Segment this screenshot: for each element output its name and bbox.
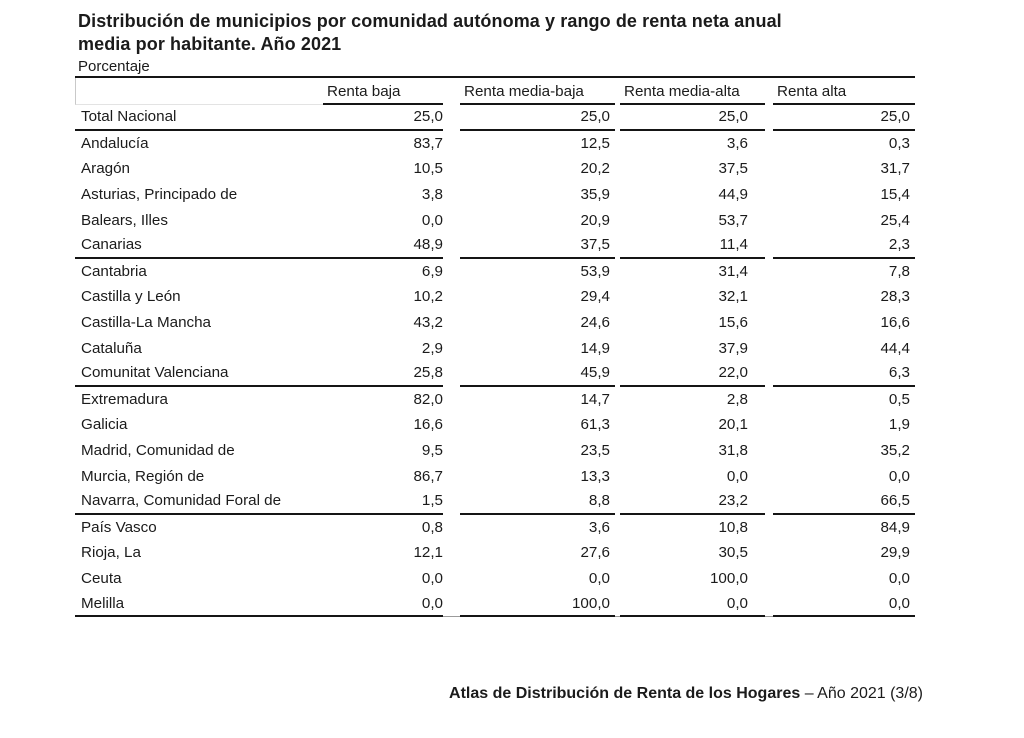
value-renta-media-baja: 0,0 [588,569,610,587]
value-renta-baja: 10,2 [413,288,443,306]
value-renta-media-alta: 53,7 [718,211,748,229]
column-gap [765,540,773,566]
table-row [75,463,915,489]
value-renta-media-alta: 30,5 [718,544,748,562]
column-gap [765,591,773,617]
value-renta-media-alta: 0,0 [726,467,748,485]
unit-label: Porcentaje [78,58,150,75]
column-gap [765,335,773,361]
value-renta-alta: 25,0 [773,105,915,131]
column-gap [443,335,460,361]
value-renta-baja: 10,5 [413,160,443,178]
value-renta-alta: 15,4 [880,186,910,204]
column-gap [765,284,773,310]
value-renta-media-alta: 20,1 [718,416,748,434]
source-caption-bold: Atlas de Distribución de Renta de los Hogares [449,685,801,702]
value-renta-baja: 16,6 [413,416,443,434]
column-gap [765,131,773,157]
region-name: Asturias, Principado de [81,186,238,204]
value-renta-media-alta: 10,8 [718,518,748,536]
table-row [75,515,915,541]
column-gap [765,105,773,131]
value-renta-alta: 7,8 [888,262,910,280]
column-gap [443,540,460,566]
value-renta-alta: 1,9 [888,416,910,434]
value-renta-baja: 3,8 [421,186,443,204]
value-renta-alta: 0,0 [888,467,910,485]
region-name: Cataluña [81,339,142,357]
value-renta-media-alta: 32,1 [718,288,748,306]
column-gap [443,105,460,131]
region-name: Rioja, La [81,544,141,562]
table-row [75,566,915,592]
table-body [75,105,915,617]
value-renta-alta: 31,7 [880,160,910,178]
column-gap [443,566,460,592]
region-name: Melilla [75,591,323,617]
value-renta-baja: 12,1 [413,544,443,562]
column-gap [765,182,773,208]
value-renta-baja: 0,0 [323,591,443,617]
value-renta-media-baja: 24,6 [580,314,610,332]
column-gap [765,515,773,541]
table-row [75,412,915,438]
value-renta-baja: 9,5 [421,442,443,460]
column-gap [443,438,460,464]
column-header-renta-alta: Renta alta [773,78,915,105]
value-renta-alta: 84,9 [880,518,910,536]
value-renta-media-baja: 12,5 [580,134,610,152]
column-header-renta-baja: Renta baja [323,78,443,105]
table-row [75,105,915,131]
table-row [75,591,915,617]
region-name: Canarias [75,233,323,259]
value-renta-media-alta: 44,9 [718,186,748,204]
region-name: Andalucía [81,134,149,152]
header-empty-cell [75,78,323,105]
value-renta-media-baja: 25,0 [460,105,615,131]
value-renta-media-baja: 35,9 [580,186,610,204]
column-gap [443,591,460,617]
table-row [75,361,915,387]
value-renta-baja: 6,9 [421,262,443,280]
region-name: Ceuta [81,569,122,587]
value-renta-alta: 0,0 [773,591,915,617]
value-renta-alta: 44,4 [880,339,910,357]
page-title-line2: media por habitante. Año 2021 [78,34,342,54]
source-caption-regular: – Año 2021 (3/8) [804,685,923,702]
column-gap [765,310,773,336]
table-row [75,540,915,566]
value-renta-baja: 82,0 [413,390,443,408]
column-gap [765,207,773,233]
column-gap [443,387,460,413]
income-distribution-table [75,76,915,617]
value-renta-media-baja: 61,3 [580,416,610,434]
column-header-renta-media-baja: Renta media-baja [460,78,615,105]
value-renta-alta: 29,9 [880,544,910,562]
value-renta-baja: 0,0 [421,211,443,229]
value-renta-baja: 48,9 [323,233,443,259]
value-renta-baja: 43,2 [413,314,443,332]
value-renta-alta: 66,5 [773,489,915,515]
column-gap [765,438,773,464]
value-renta-media-baja: 3,6 [588,518,610,536]
value-renta-media-alta: 31,4 [718,262,748,280]
value-renta-media-alta: 0,0 [620,591,765,617]
column-gap [443,310,460,336]
value-renta-media-baja: 14,9 [580,339,610,357]
column-gap [443,361,460,387]
region-name: Madrid, Comunidad de [81,442,235,460]
region-name: Comunitat Valenciana [75,361,323,387]
column-gap [765,361,773,387]
table-row [75,131,915,157]
region-name: Castilla-La Mancha [81,314,211,332]
column-gap [443,78,460,105]
region-name: País Vasco [81,518,157,536]
value-renta-media-baja: 13,3 [580,467,610,485]
region-name: Murcia, Región de [81,467,205,485]
column-gap [765,156,773,182]
table-row [75,156,915,182]
column-gap [443,156,460,182]
value-renta-media-alta: 3,6 [726,134,748,152]
value-renta-media-baja: 20,9 [580,211,610,229]
value-renta-media-baja: 29,4 [580,288,610,306]
value-renta-baja: 2,9 [421,339,443,357]
page-title-line1: Distribución de municipios por comunidad autónoma y rango de renta neta anual [78,11,782,31]
column-gap [765,259,773,285]
region-name: Navarra, Comunidad Foral de [75,489,323,515]
table-row [75,259,915,285]
value-renta-media-baja: 14,7 [580,390,610,408]
value-renta-media-alta: 100,0 [709,569,748,587]
value-renta-media-alta: 37,5 [718,160,748,178]
column-gap [765,78,773,105]
table-row [75,310,915,336]
value-renta-media-alta: 25,0 [620,105,765,131]
column-gap [443,131,460,157]
value-renta-media-baja: 53,9 [580,262,610,280]
column-gap [443,463,460,489]
value-renta-alta: 6,3 [773,361,915,387]
column-gap [443,412,460,438]
value-renta-alta: 0,3 [888,134,910,152]
column-gap [765,566,773,592]
value-renta-baja: 86,7 [413,467,443,485]
column-gap [443,259,460,285]
value-renta-baja: 25,0 [323,105,443,131]
page-title [78,10,888,56]
value-renta-media-alta: 23,2 [620,489,765,515]
region-name: Total Nacional [75,105,323,131]
value-renta-alta: 28,3 [880,288,910,306]
source-caption [330,685,923,703]
table-row [75,207,915,233]
column-gap [765,489,773,515]
value-renta-media-baja: 23,5 [580,442,610,460]
column-gap [443,489,460,515]
value-renta-baja: 25,8 [323,361,443,387]
value-renta-media-baja: 100,0 [460,591,615,617]
column-header-renta-media-alta: Renta media-alta [620,78,765,105]
value-renta-media-baja: 27,6 [580,544,610,562]
value-renta-media-baja: 37,5 [460,233,615,259]
value-renta-media-alta: 37,9 [718,339,748,357]
region-name: Galicia [81,416,128,434]
value-renta-media-alta: 15,6 [718,314,748,332]
value-renta-media-baja: 8,8 [460,489,615,515]
value-renta-alta: 0,0 [888,569,910,587]
column-gap [443,233,460,259]
value-renta-media-baja: 20,2 [580,160,610,178]
value-renta-baja: 0,0 [421,569,443,587]
value-renta-media-baja: 45,9 [460,361,615,387]
value-renta-alta: 16,6 [880,314,910,332]
value-renta-baja: 83,7 [413,134,443,152]
value-renta-media-alta: 22,0 [620,361,765,387]
value-renta-baja: 0,8 [421,518,443,536]
table-row [75,335,915,361]
value-renta-alta: 0,5 [888,390,910,408]
region-name: Castilla y León [81,288,181,306]
value-renta-media-alta: 31,8 [718,442,748,460]
column-gap [443,515,460,541]
value-renta-alta: 25,4 [880,211,910,229]
value-renta-baja: 1,5 [323,489,443,515]
table-header-row [75,78,915,105]
table-row [75,284,915,310]
column-gap [765,463,773,489]
region-name: Aragón [81,160,130,178]
column-gap [443,182,460,208]
column-gap [443,207,460,233]
value-renta-alta: 35,2 [880,442,910,460]
column-gap [765,387,773,413]
table-row [75,233,915,259]
value-renta-alta: 2,3 [773,233,915,259]
region-name: Balears, Illes [81,211,168,229]
column-gap [443,284,460,310]
column-gap [765,233,773,259]
value-renta-media-alta: 11,4 [620,233,765,259]
region-name: Extremadura [81,390,168,408]
table-row [75,182,915,208]
value-renta-media-alta: 2,8 [726,390,748,408]
column-gap [765,412,773,438]
table-row [75,489,915,515]
table-row [75,387,915,413]
table-row [75,438,915,464]
region-name: Cantabria [81,262,147,280]
